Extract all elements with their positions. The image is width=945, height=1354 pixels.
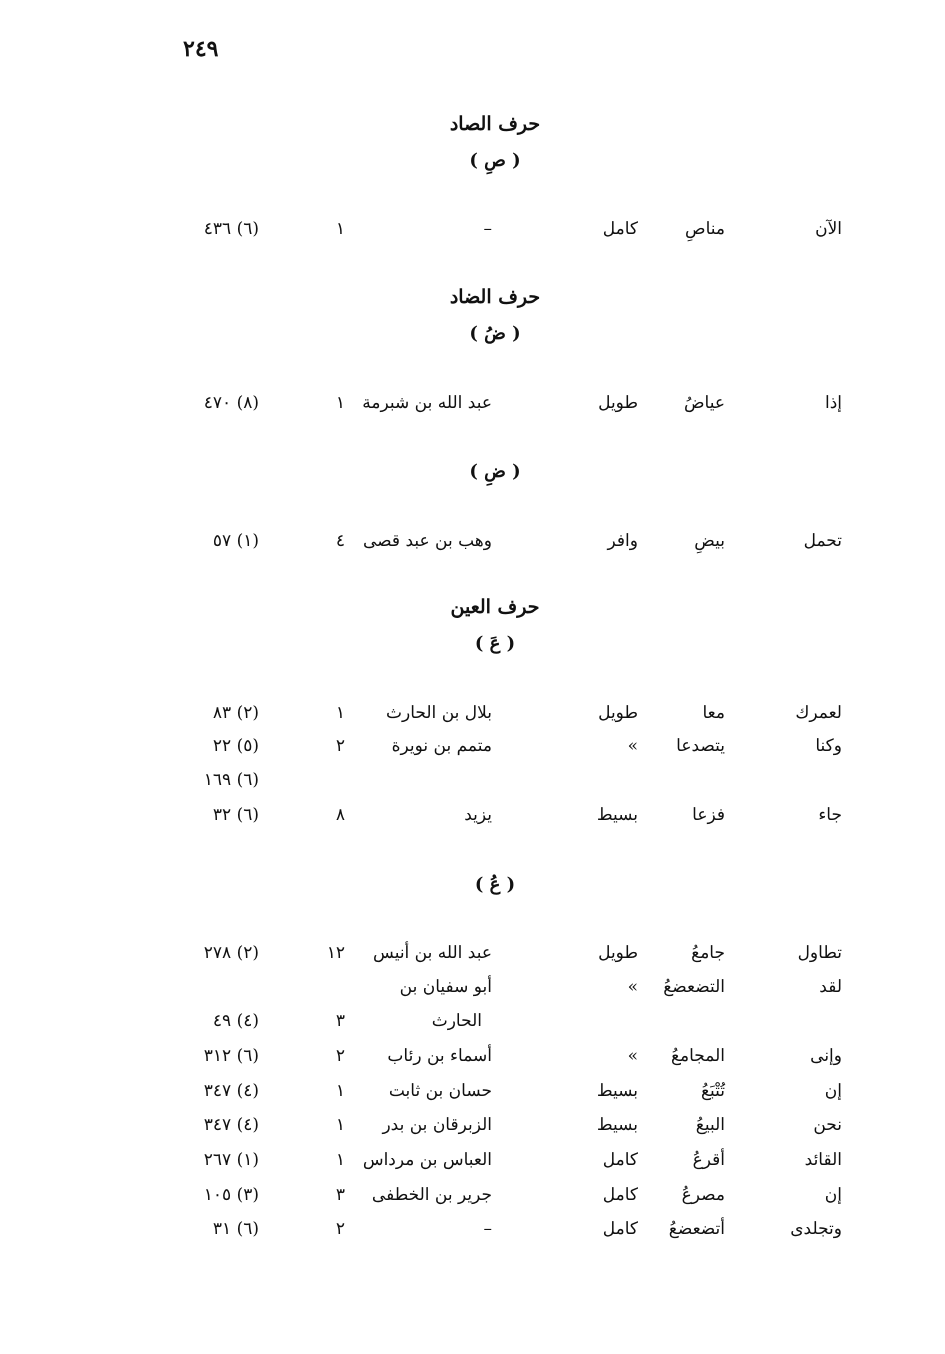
reference: (٤) ٤٩ [212,1011,259,1031]
first-word: الآن [815,219,842,239]
meter: » [627,977,638,997]
poet: – [483,1219,492,1239]
meter: » [627,1046,638,1066]
poet: أسماء بن رئاب [387,1046,492,1066]
first-word: القائد [804,1150,842,1170]
first-word: لقد [819,977,842,997]
vowel-heading-dad-kasra: ( ضِ ) [469,461,521,482]
reference: (١) ٥٧ [212,531,259,551]
vowel-heading-dad-damma: ( ضُ ) [469,323,521,344]
poet: عبد الله بن أنيس [373,943,492,963]
verse-count: ١٢ [326,943,345,963]
first-word: وكنا [815,736,842,756]
poet: يزيد [464,805,492,825]
poet: الحارث [431,1011,482,1031]
reference: (٢) ٨٣ [212,703,259,723]
verse-count: ٢ [335,1219,345,1239]
meter: كامل [602,1219,638,1239]
first-word: وإنى [810,1046,842,1066]
reference: (٨) ٤٧٠ [203,393,259,413]
table-row [0,943,945,973]
reference: (٦) ٤٣٦ [203,219,259,239]
meter: طويل [598,393,638,413]
rhyme-word: مناصِ [685,219,725,239]
reference: (٤) ٣٤٧ [203,1115,259,1135]
poet: حسان بن ثابت [388,1081,492,1101]
vowel-heading-sad-kasra: ( صِ ) [469,150,521,171]
meter: » [627,736,638,756]
rhyme-word: مصرعُ [681,1185,725,1205]
verse-count: ١ [335,219,345,239]
reference: (٢) ٢٧٨ [203,943,259,963]
reference: (٦) ٣٢ [212,805,259,825]
rhyme-word: جامعُ [691,943,725,963]
rhyme-word: التضعضعُ [663,977,725,997]
table-row [0,1011,945,1041]
first-word: إن [824,1185,842,1205]
poet: بلال بن الحارث [386,703,492,723]
first-word: تطاول [797,943,842,963]
table-row [0,1046,945,1076]
poet: – [483,219,492,239]
meter: وافر [607,531,638,551]
reference: (٦) ٣١ [212,1219,259,1239]
poet: متمم بن نويرة [391,736,492,756]
rhyme-word: عياضُ [683,393,725,413]
reference: (٦) ١٦٩ [203,770,259,790]
section-heading-ain: حرف العين [450,596,540,618]
verse-count: ٢ [335,736,345,756]
table-row [0,1150,945,1180]
verse-count: ١ [335,1150,345,1170]
table-row [0,1185,945,1215]
table-row [0,219,945,249]
rhyme-word: يتصدعا [676,736,725,756]
rhyme-word: أقرعُ [692,1150,725,1170]
table-row [0,1219,945,1249]
rhyme-word: المجامعُ [670,1046,725,1066]
section-heading-dad: حرف الضاد [449,286,541,308]
reference: (٤) ٣٤٧ [203,1081,259,1101]
rhyme-word: فزعا [692,805,725,825]
meter: بسيط [596,805,638,825]
reference: (٥) ٢٢ [212,736,259,756]
reference: (١) ٢٦٧ [203,1150,259,1170]
meter: كامل [602,219,638,239]
verse-count: ١ [335,1081,345,1101]
table-row [0,1081,945,1111]
section-heading-sad: حرف الصاد [449,113,541,135]
table-row [0,736,945,766]
first-word: إذا [824,393,842,413]
verse-count: ٨ [335,805,345,825]
poet: عبد الله بن شبرمة [362,393,492,413]
poet: جرير بن الخطفى [371,1185,492,1205]
rhyme-word: معا [702,703,725,723]
rhyme-word: أتضعضعُ [668,1219,725,1239]
table-row [0,770,945,800]
poet: الزبرقان بن بدر [382,1115,492,1135]
vowel-heading-ain-fatha: ( عَ ) [474,633,516,654]
page-number: ٢٤٩ [183,36,219,62]
first-word: جاء [818,805,842,825]
poet: العباس بن مرداس [362,1150,492,1170]
table-row [0,393,945,423]
rhyme-word: تُتْبَعُ [700,1081,725,1101]
verse-count: ١ [335,393,345,413]
first-word: إن [824,1081,842,1101]
first-word: وتجلدى [790,1219,842,1239]
table-row [0,805,945,835]
reference: (٣) ١٠٥ [203,1185,259,1205]
verse-count: ١ [335,1115,345,1135]
table-row [0,531,945,561]
meter: بسيط [596,1081,638,1101]
first-word: تحمل [803,531,842,551]
rhyme-word: البيعُ [695,1115,725,1135]
table-row [0,977,945,1007]
meter: كامل [602,1185,638,1205]
first-word: لعمرك [795,703,842,723]
table-row [0,703,945,733]
verse-count: ١ [335,703,345,723]
meter: طويل [598,943,638,963]
first-word: نحن [813,1115,842,1135]
poet: أبو سفيان بن [399,977,492,997]
meter: طويل [598,703,638,723]
reference: (٦) ٣١٢ [203,1046,259,1066]
verse-count: ٢ [335,1046,345,1066]
verse-count: ٣ [335,1011,345,1031]
meter: بسيط [596,1115,638,1135]
table-row [0,1115,945,1145]
verse-count: ٤ [335,531,345,551]
meter: كامل [602,1150,638,1170]
poet: وهب بن عبد قصى [363,531,492,551]
rhyme-word: بيضِ [694,531,725,551]
verse-count: ٣ [335,1185,345,1205]
vowel-heading-ain-damma: ( عُ ) [474,874,516,895]
